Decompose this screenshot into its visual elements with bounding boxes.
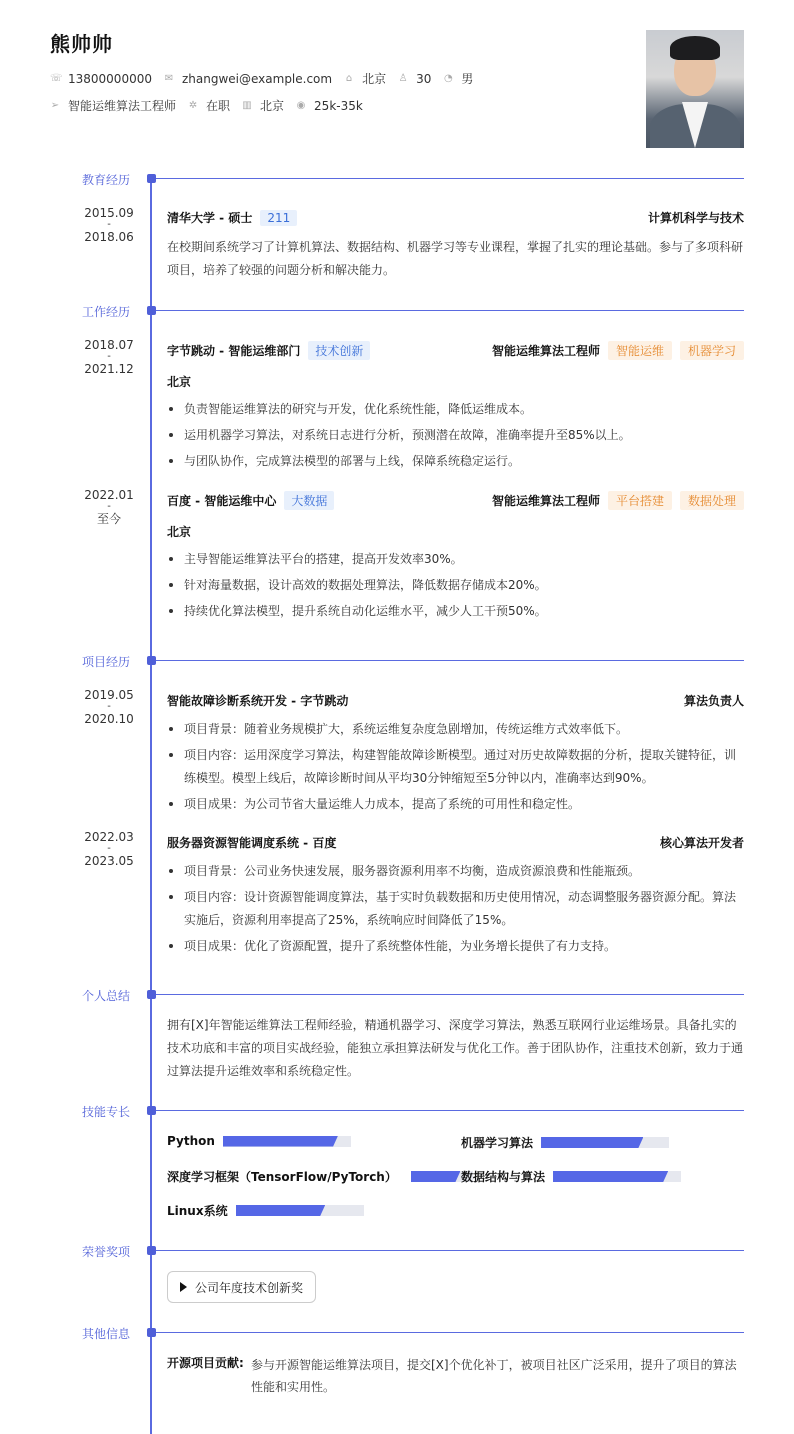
section-dot xyxy=(147,1246,156,1255)
section-dot xyxy=(147,174,156,183)
list-item: 项目成果：为公司节省大量运维人力成本，提高了系统的可用性和稳定性。 xyxy=(167,793,745,816)
section-divider xyxy=(156,178,744,179)
skill-bar xyxy=(223,1136,351,1147)
work-tag: 大数据 xyxy=(284,491,334,510)
work-role: 智能运维算法工程师 平台搭建 数据处理 xyxy=(492,491,744,510)
salary-info xyxy=(296,99,363,113)
location-info xyxy=(344,70,386,87)
skill-bar xyxy=(553,1171,681,1182)
project-title: 服务器资源智能调度系统 - 百度 xyxy=(167,836,337,850)
list-item: 与团队协作，完成算法模型的部署与上线，保障系统稳定运行。 xyxy=(167,450,745,473)
list-item: 主导智能运维算法平台的搭建，提高开发效率30%。 xyxy=(167,548,745,571)
other-text: 参与开源智能运维算法项目，提交[X]个优化补丁，被项目社区广泛采用，提升了项目的算法性能和实用性。 xyxy=(251,1358,737,1394)
skill-fill xyxy=(411,1171,461,1182)
phone-icon: ☏ xyxy=(50,72,63,84)
salary-icon: ◉ xyxy=(296,99,306,111)
list-item: 项目背景：公司业务快速发展，服务器资源利用率不均衡，造成资源浪费和性能瓶颈。 xyxy=(167,860,745,883)
section-dot xyxy=(147,1328,156,1337)
skill-item: Python xyxy=(167,1134,351,1148)
section-title-work: 工作经历 xyxy=(82,305,131,319)
skill-fill xyxy=(553,1171,668,1182)
section-divider xyxy=(156,994,744,995)
project-date: 2022.03 - 2023.05 xyxy=(84,830,134,868)
section-divider xyxy=(156,1332,744,1333)
section-divider xyxy=(156,1250,744,1251)
status-text: 在职 xyxy=(206,99,231,113)
list-item: 项目内容：设计资源智能调度算法，基于实时负载数据和历史使用情况，动态调整服务器资源分配。算法实施后，资源利用率提高了25%，系统响应时间降低了15%。 xyxy=(167,886,745,932)
education-date: 2015.09 - 2018.06 xyxy=(84,206,134,244)
work-skill-tag: 机器学习 xyxy=(680,341,744,360)
skill-item: 深度学习框架（TensorFlow/PyTorch） xyxy=(167,1168,473,1185)
section-title-honors: 荣誉奖项 xyxy=(82,1245,131,1259)
location-text: 北京 xyxy=(362,72,387,86)
section-title-summary: 个人总结 xyxy=(82,989,131,1003)
award-item[interactable] xyxy=(167,1271,316,1303)
phone-info xyxy=(50,72,152,86)
section-dot xyxy=(147,306,156,315)
skill-fill xyxy=(223,1136,338,1147)
job-title-info xyxy=(50,97,176,114)
skill-item: 机器学习算法 xyxy=(461,1134,669,1151)
age-info xyxy=(398,72,431,86)
work-role: 智能运维算法工程师 智能运维 机器学习 xyxy=(492,341,744,360)
list-item: 负责智能运维算法的研究与开发，优化系统性能，降低运维成本。 xyxy=(167,398,745,421)
city-text: 北京 xyxy=(260,99,285,113)
status-icon: ✲ xyxy=(188,99,198,111)
summary-text: 拥有[X]年智能运维算法工程师经验，精通机器学习、深度学习算法，熟悉互联网行业运维场景。具备扎实的技术功底和丰富的项目实战经验，能独立承担算法研发与优化工作。善于团队协作，注重技术创新，致力于通过算法提升运维效率和系统稳定性。 xyxy=(167,1018,744,1078)
mail-icon: ✉ xyxy=(164,72,174,84)
avatar xyxy=(646,30,744,148)
education-tag: 211 xyxy=(260,210,297,226)
work-city: 北京 xyxy=(167,525,192,539)
section-title-projects: 项目经历 xyxy=(82,655,131,669)
section-dot xyxy=(147,990,156,999)
section-dot xyxy=(147,1106,156,1115)
project-bullets xyxy=(167,860,745,961)
work-date: 2022.01 - 至今 xyxy=(84,488,134,526)
email-text: zhangwei@example.com xyxy=(181,71,333,86)
list-item: 持续优化算法模型，提升系统自动化运维水平，减少人工干预50%。 xyxy=(167,600,745,623)
person-icon: ♙ xyxy=(398,72,408,84)
work-company: 百度 - 智能运维中心 大数据 xyxy=(167,491,334,510)
skill-bar xyxy=(541,1137,669,1148)
work-bullets xyxy=(167,398,745,476)
other-label: 开源项目贡献: xyxy=(167,1356,244,1370)
skill-item: Linux系统 xyxy=(167,1202,364,1219)
gender-icon: ◔ xyxy=(444,72,453,84)
section-divider xyxy=(156,660,744,661)
education-description: 在校期间系统学习了计算机算法、数据结构、机器学习等专业课程，掌握了扎实的理论基础。参与了多项科研项目，培养了较强的问题分析和解决能力。 xyxy=(167,240,744,277)
gender-info xyxy=(443,70,473,87)
contact-row xyxy=(50,70,485,87)
list-item: 项目背景：随着业务规模扩大，系统运维复杂度急剧增加，传统运维方式效率低下。 xyxy=(167,718,745,741)
work-tag: 技术创新 xyxy=(308,341,370,360)
project-date: 2019.05 - 2020.10 xyxy=(84,688,134,726)
job-intent-row xyxy=(50,97,375,114)
work-skill-tag: 智能运维 xyxy=(608,341,672,360)
project-role: 算法负责人 xyxy=(683,694,744,708)
email-info xyxy=(164,72,332,86)
section-divider xyxy=(156,1110,744,1111)
home-icon: ⌂ xyxy=(345,72,353,84)
phone-text: 13800000000 xyxy=(68,71,152,86)
project-bullets xyxy=(167,718,745,819)
skill-bar xyxy=(236,1205,364,1216)
salary-text: 25k-35k xyxy=(314,98,363,113)
section-divider xyxy=(156,310,744,311)
status-info xyxy=(188,97,230,114)
work-bullets xyxy=(167,548,745,626)
list-item: 项目内容：运用深度学习算法，构建智能故障诊断模型。通过对历史故障数据的分析，提取关键特征，训练模型。模型上线后，故障诊断时间从平均30分钟缩短至5分钟以内，准确率达到90%。 xyxy=(167,744,745,790)
list-item: 针对海量数据，设计高效的数据处理算法，降低数据存储成本20%。 xyxy=(167,574,745,597)
education-major: 计算机科学与技术 xyxy=(647,211,744,225)
award-label: 公司年度技术创新奖 xyxy=(195,1280,304,1295)
skill-fill xyxy=(541,1137,643,1148)
play-icon xyxy=(180,1282,187,1292)
section-title-other: 其他信息 xyxy=(82,1327,131,1341)
work-city: 北京 xyxy=(167,375,192,389)
project-title: 智能故障诊断系统开发 - 字节跳动 xyxy=(167,694,349,708)
job-title-text: 智能运维算法工程师 xyxy=(68,99,177,113)
city-info xyxy=(242,97,284,114)
skill-item: 数据结构与算法 xyxy=(461,1168,681,1185)
work-date: 2018.07 - 2021.12 xyxy=(84,338,134,376)
education-school: 清华大学 - 硕士 211 xyxy=(167,209,297,226)
age-text: 30 xyxy=(416,71,432,86)
work-skill-tag: 数据处理 xyxy=(680,491,744,510)
list-item: 运用机器学习算法，对系统日志进行分析，预测潜在故障，准确率提升至85%以上。 xyxy=(167,424,745,447)
section-dot xyxy=(147,656,156,665)
skill-fill xyxy=(236,1205,326,1216)
work-company: 字节跳动 - 智能运维部门 技术创新 xyxy=(167,341,370,360)
building-icon: ▥ xyxy=(242,99,252,111)
list-item: 项目成果：优化了资源配置，提升了系统整体性能，为业务增长提供了有力支持。 xyxy=(167,935,745,958)
section-title-education: 教育经历 xyxy=(82,173,131,187)
project-role: 核心算法开发者 xyxy=(659,836,744,850)
section-title-skills: 技能专长 xyxy=(82,1105,131,1119)
work-skill-tag: 平台搭建 xyxy=(608,491,672,510)
gender-text: 男 xyxy=(461,72,474,86)
send-icon: ➢ xyxy=(50,99,60,111)
candidate-name: 熊帅帅 xyxy=(50,32,113,56)
